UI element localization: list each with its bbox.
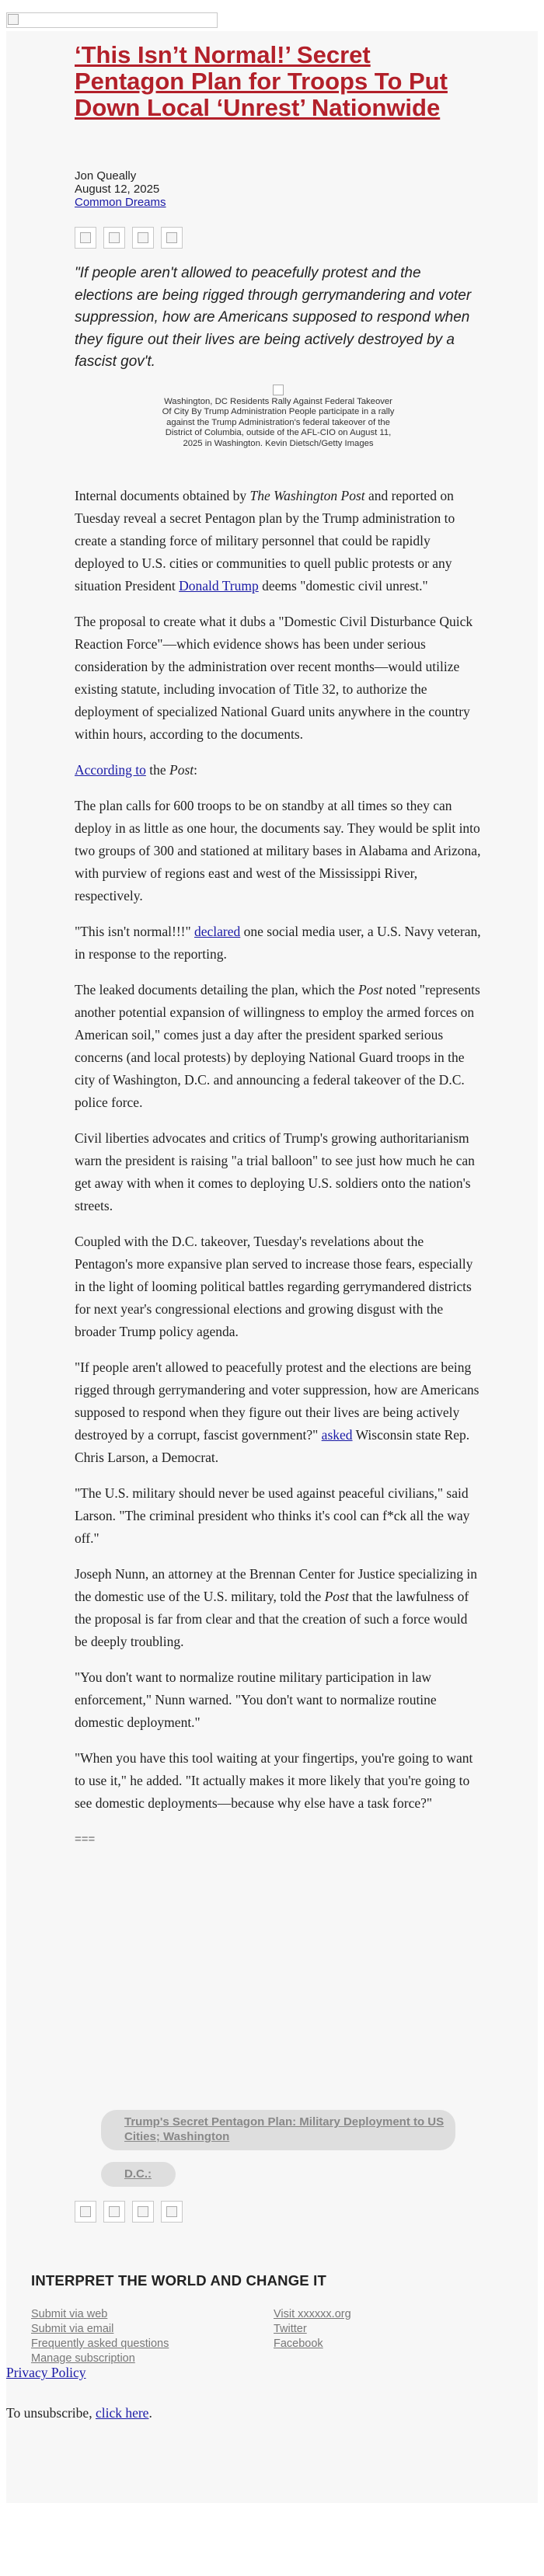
article-image <box>162 385 395 449</box>
twitter-link[interactable]: Twitter <box>274 2323 307 2335</box>
share-buttons <box>75 227 482 249</box>
asked-link[interactable]: asked <box>321 1427 353 1443</box>
paragraph: "If people aren't allowed to peacefully protest and the elections are being rigged through gerrymandering and voter suppression, how are Americans supposed to respond when they figure out their lives are being actively destroyed by a corrupt, fascist government?" asked Wisconsin state Rep. Chris Larson, a Democrat. <box>75 1359 479 1465</box>
declared-link[interactable]: declared <box>194 924 241 939</box>
broken-image-icon <box>166 232 177 243</box>
broken-image-icon <box>80 232 91 243</box>
newsletter-card <box>6 31 538 2503</box>
paragraph: The plan calls for 600 troops to be on standby at all times so they can deploy in as little as one hour, the documents say. They would be split into two groups of 300 and stationed at military bases in Alabama and Arizona, with purview of regions east and west of the Mississippi River, respectively. <box>75 798 481 903</box>
article-meta <box>75 169 482 209</box>
paragraph: Internal documents obtained by The Washington Post and reported on Tuesday reveal a secret Pentagon plan by the Trump administration to create a standing force of military personnel that could be rapidly deployed to U.S. cities or communities to quell public protests or any situation President Donald Trump deems "domestic civil unrest." <box>75 488 455 594</box>
article-body <box>75 485 482 1864</box>
broken-image-icon <box>166 2206 177 2217</box>
facebook-link[interactable]: Facebook <box>274 2338 323 2350</box>
paragraph: "You don't want to normalize routine military participation in law enforcement," Nunn warned. "You don't want to normalize routine domestic deployment." <box>75 1669 437 1730</box>
unsubscribe-link[interactable]: click here <box>95 2405 149 2421</box>
donald-trump-link[interactable]: Donald Trump <box>179 578 259 594</box>
share-button-2[interactable] <box>103 2201 125 2223</box>
paragraph: The proposal to create what it dubs a "Domestic Civil Disturbance Quick Reaction Force"—which evidence shows has been under serious consideration by the administration over recent months—would utilize existing statute, including invocation of Title 32, to authorize the deployment of specialized National Guard units anywhere in the country within hours, according to the documents. <box>75 614 473 742</box>
manage-subscription-link[interactable]: Manage subscription <box>31 2352 135 2365</box>
broken-image-icon <box>273 385 284 395</box>
separator: === <box>75 1833 96 1846</box>
share-button-2[interactable] <box>103 227 125 249</box>
visit-site-link[interactable]: Visit xxxxxx.org <box>274 2308 351 2320</box>
article-title[interactable]: ‘This Isn’t Normal!’ Secret Pentagon Plan for Troops To Put Down Local ‘Unrest’ Nationwide <box>75 41 448 121</box>
article-author: Jon Queally <box>75 169 137 183</box>
submit-web-link[interactable]: Submit via web <box>31 2308 108 2320</box>
paragraph: "When you have this tool waiting at your fingertips, you're going to want to use it," he added. "It actually makes it more likely that you're going to see domestic deployments—because why else have a task force?" <box>75 1750 473 1811</box>
paragraph: According to the Post: <box>75 762 197 778</box>
share-button-3[interactable] <box>132 227 154 249</box>
paragraph: "The U.S. military should never be used against peaceful civilians," said Larson. "The criminal president who thinks it's cool can f*ck all the way off." <box>75 1485 470 1546</box>
broken-image-icon <box>109 232 120 243</box>
broken-image-icon <box>109 2206 120 2217</box>
share-button-1[interactable] <box>75 2201 96 2223</box>
paragraph: Joseph Nunn, an attorney at the Brennan Center for Justice specializing in the domestic use of the U.S. military, told the Post that the lawfulness of the proposal is far from clear and that the creation of such a force would be deeply troubling. <box>75 1566 478 1649</box>
pull-quote: "If people aren't allowed to peacefully protest and the elections are being rigged through gerrymandering and voter suppression, how are Americans supposed to respond when they figure out their lives are being actively destroyed by a fascist gov't. <box>75 265 472 370</box>
broken-image-icon <box>8 14 19 25</box>
tag-link[interactable]: D.C.: <box>101 2162 176 2187</box>
broken-image-icon <box>138 2206 148 2217</box>
paragraph: "This isn't normal!!!" declared one social media user, a U.S. Navy veteran, in response to the reporting. <box>75 924 481 962</box>
share-button-1[interactable] <box>75 227 96 249</box>
source-link[interactable]: Common Dreams <box>75 196 166 209</box>
article-date: August 12, 2025 <box>75 183 160 196</box>
share-button-3[interactable] <box>132 2201 154 2223</box>
faq-link[interactable]: Frequently asked questions <box>31 2338 169 2350</box>
share-button-4[interactable] <box>161 227 183 249</box>
tag-link[interactable]: Trump's Secret Pentagon Plan: Military Deployment to US Cities; Washington <box>101 2110 455 2150</box>
share-button-4[interactable] <box>161 2201 183 2223</box>
paragraph: Coupled with the D.C. takeover, Tuesday's revelations about the Pentagon's more expansive plan served to increase those fears, especially in the light of looming political battles regarding gerrymandered districts for next year's congressional elections and growing disgust with the broader Trump policy agenda. <box>75 1234 473 1339</box>
according-to-link[interactable]: According to <box>75 762 146 778</box>
footer-title: INTERPRET THE WORLD AND CHANGE IT <box>31 2272 327 2289</box>
paragraph: Civil liberties advocates and critics of Trump's growing authoritarianism warn the president is raising "a trial balloon" to see just how much he can get away with when it comes to deploying U.S. soldiers onto the nation's streets. <box>75 1130 475 1213</box>
broken-image-icon <box>80 2206 91 2217</box>
image-caption: Washington, DC Residents Rally Against Federal Takeover Of City By Trump Administration People participate in a rally against the Trump Administration's federal takeover of the District of Columbia, outside of the AFL-CIO on August 11, 2025 in Washington. Kevin Dietsch/Getty Images <box>162 397 395 448</box>
submit-email-link[interactable]: Submit via email <box>31 2323 114 2335</box>
privacy-policy-link[interactable]: Privacy Policy <box>6 2365 86 2380</box>
unsubscribe-line: To unsubscribe, click here. <box>6 2405 152 2421</box>
header-banner-image <box>6 12 218 28</box>
paragraph: The leaked documents detailing the plan, which the Post noted "represents another potential expansion of willingness to employ the armed forces on American soil," comes just a day after the president sparked serious concerns (and local protests) by deploying National Guard troops in the city of Washington, D.C. and announcing a federal takeover of the D.C. police force. <box>75 982 480 1110</box>
broken-image-icon <box>138 232 148 243</box>
share-buttons-bottom <box>75 2201 183 2223</box>
